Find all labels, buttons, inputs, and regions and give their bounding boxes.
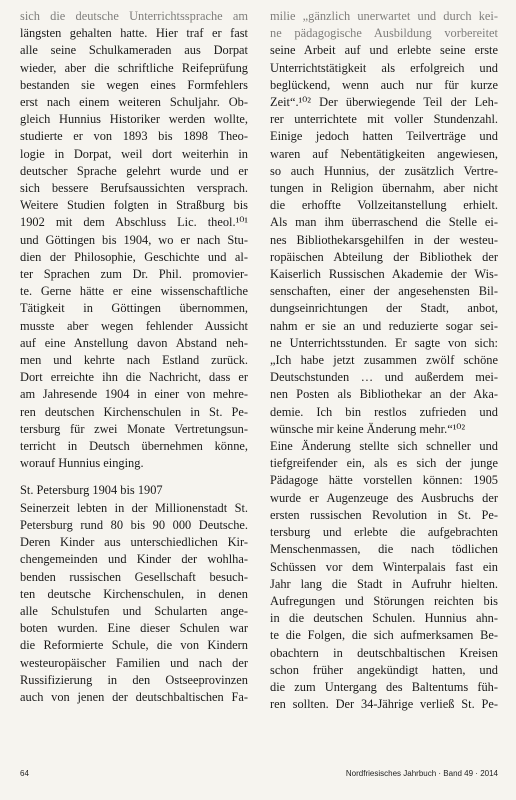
text-line: nahm er sie an und reduzierte sogar sei- — [270, 318, 498, 333]
text-line: dungseinrichtungen der Stadt, anbot, — [270, 301, 498, 316]
text-line: senschaften, einer der angesehensten Bil- — [270, 284, 498, 299]
text-line: die zum Untergang des Baltentums füh- — [270, 679, 498, 694]
text-line: ter Sprachen zum Dr. Phil. promovier- — [20, 267, 248, 282]
text-line: milie „gänzlich unerwartet und durch kei- — [270, 9, 498, 23]
text-line: 1902 mit dem Abschluss Lic. theol.¹⁰¹ — [20, 215, 248, 230]
text-line: te die Folgen, die sich aufmerksamen Be- — [270, 628, 498, 643]
text-line: studierte er von 1893 bis 1898 Theo- — [20, 129, 248, 144]
text-line: und Göttingen bis 1904, wo er nach Stu- — [20, 232, 248, 247]
text-line: ren sollten. Der 34-Jährige verließ St. Pe- — [270, 697, 498, 712]
text-line: boten wurden. Eine dieser Schulen war — [20, 621, 248, 636]
text-line: Aufregungen und Störungen reichten bis — [270, 593, 498, 608]
text-line: musste aber wegen fehlender Aussicht — [20, 318, 248, 333]
text-line: tersburg und erlebte die aufgebrachten — [270, 525, 498, 540]
text-line: die Reformierte Schule, die von Kindern — [20, 638, 248, 653]
right-column — [270, 8, 498, 713]
text-line: ne pädagogische Ausbildung vorbereitet — [270, 26, 498, 41]
text-line: westeuropäischer Familien und nach der — [20, 655, 248, 670]
text-line: benden russischen Gesellschaft besuch- — [20, 569, 248, 584]
text-line: Weitere Studien folgten in Straßburg bis — [20, 198, 248, 213]
text-line: nen Posten als Bibliothekar an der Aka- — [270, 387, 498, 402]
running-footer-journal: Nordfriesisches Jahrbuch · Band 49 · 2014 — [345, 769, 498, 778]
text-line: Dort erreichte ihn die Nachricht, dass er — [20, 370, 248, 385]
text-line: waren auf Nebentätigkeiten angewiesen, — [270, 146, 498, 161]
text-line: Seinerzeit lebten in der Millionenstadt St. — [20, 500, 248, 515]
text-line: deutscher Sprache gelehrt wurde und er — [20, 163, 248, 178]
text-line: auch von jenen der deutschbaltischen Fa- — [20, 689, 248, 704]
text-line: Pädagoge hätte vorstellen können: 1905 — [270, 473, 498, 488]
text-line: tersburg für zwei Monate Vertretungsun- — [20, 421, 248, 436]
section-heading: St. Petersburg 1904 bis 1907 — [20, 483, 163, 498]
text-line: demie. Ich bin restlos zufrieden und — [270, 404, 498, 419]
text-line: seine Arbeit auf und erlebte seine erste — [270, 43, 498, 58]
text-line: die erhoffte Vollzeitanstellung erhielt. — [270, 198, 498, 213]
text-line: ren deutschen Kirchenschulen in St. Pe- — [20, 404, 248, 419]
text-line: sich bessere Berufsaussichten versprach. — [20, 181, 248, 196]
text-line: Petersburg rund 80 bis 90 000 Deutsche. — [20, 517, 248, 532]
text-line: worauf Hunnius einging. — [20, 456, 144, 471]
text-line: ten deutsche Kirchenschulen, in denen — [20, 586, 248, 601]
text-line: sich die deutsche Unterrichtssprache am — [20, 9, 248, 23]
paragraph-st-petersburg — [20, 500, 248, 706]
text-line: te. Gerne hätte er eine wissenschaftliche — [20, 284, 248, 299]
text-line: ersten russischen Revolution in St. Pe- — [270, 507, 498, 522]
text-line: Russifizierung in den Ostseeprovinzen — [20, 672, 248, 687]
text-line: men und kehrte nach Estland zurück. — [20, 353, 248, 368]
text-line: längsten gehalten hatte. Hier traf er fast — [20, 26, 248, 41]
text-line: alle Schulstufen und Schularten ange- — [20, 603, 248, 618]
text-line: gleich Hunnius Historiker werden wollte, — [20, 112, 248, 127]
text-line: nes Bibliothekarsgehilfen in der westeu- — [270, 232, 498, 247]
text-line: Eine Änderung stellte sich schneller und — [270, 439, 498, 454]
text-line: bestanden sie wegen eines Formfehlers — [20, 77, 248, 92]
text-line: so auch Hunnius, der zusätzlich Vertre- — [270, 163, 498, 178]
page-number: 64 — [20, 769, 29, 778]
text-line: am Jahresende 1904 in einer von mehre- — [20, 387, 248, 402]
text-line: schon früher angekündigt hatten, und — [270, 662, 498, 677]
text-line: beglückend, wenn auch nur für kurze — [270, 77, 498, 92]
text-line: Als man ihm überraschend die Stelle ei- — [270, 215, 498, 230]
text-line: Jahr lang die Stadt in Aufruhr hielten. — [270, 576, 498, 591]
text-line: Deren Kinder aus unterschiedlichen Kir- — [20, 535, 248, 550]
text-line: dien der Philosophie, Geschichte und al- — [20, 249, 248, 264]
text-line: Kaiserlich Russischen Akademie der Wis- — [270, 267, 498, 282]
text-line: wünsche mir keine Änderung mehr.“¹⁰² — [270, 421, 466, 436]
text-line: ne Unterrichtsstunden. Er sagte von sich: — [270, 335, 498, 350]
text-line: tungen in Religion übernahm, aber nicht — [270, 181, 498, 196]
text-line: Zeit“.¹⁰² Der überwiegende Teil der Leh- — [270, 95, 498, 110]
left-column — [20, 8, 248, 706]
text-line: Menschenmassen, die nach tödlichen — [270, 542, 498, 557]
paragraph-spacer — [20, 472, 248, 482]
text-line: Schüssen vor dem Winterpalais fast ein — [270, 559, 498, 574]
text-line: Unterrichtstätigkeit als erfolgreich und — [270, 60, 498, 75]
text-line: alle seine Schulkameraden aus Dorpat — [20, 43, 248, 58]
text-line: erst nach einem weiteren Schuljahr. Ob- — [20, 95, 248, 110]
text-line: obachtern in deutschbaltischen Kreisen — [270, 645, 498, 660]
text-line: rer unterrichtete mit voller Stundenzahl. — [270, 112, 498, 127]
text-line: Deutschstunden … und außerdem mei- — [270, 370, 498, 385]
text-line: terricht in Deutsch übernehmen könne, — [20, 439, 248, 454]
text-line: tiefgreifender ein, als es sich der junge — [270, 456, 498, 471]
text-line: auf eine Anstellung davon Abstand neh- — [20, 335, 248, 350]
text-line: ropäischen Abteilung der Bibliothek der — [270, 249, 498, 264]
text-line: wurde er Augenzeuge des Ausbruchs der — [270, 490, 498, 505]
text-line: in die deutschen Schulen. Hunnius ahn- — [270, 611, 498, 626]
text-line: Tätigkeit in Göttingen übernommen, — [20, 301, 248, 316]
text-line: logie in Dorpat, weil dort weiterhin in — [20, 146, 248, 161]
paragraph-hunnius-studies — [20, 8, 248, 472]
text-line: „Ich habe jetzt zusammen zwölf schöne — [270, 353, 498, 368]
text-line: Einige jedoch hatten Teilverträge und — [270, 129, 498, 144]
text-line: wieder, aber die schriftliche Reifeprüfung — [20, 60, 248, 75]
text-line: chengemeinden und Kinder der wohlha- — [20, 552, 248, 567]
